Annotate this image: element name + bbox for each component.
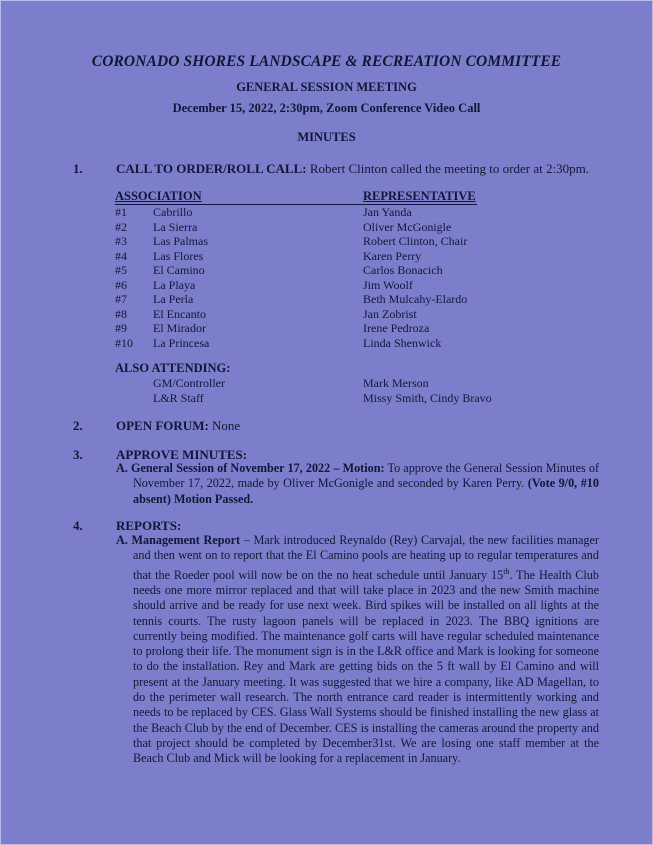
representative-name: Carlos Bonacich: [363, 263, 443, 277]
section-4-item-text-2: . The Health Club needs one more mirror replaced and that will take place in 2023 and the new Smith machine should arrive and be ready for use next week. Bird spikes will be installed on all lights at the tennis courts. The rusty lagoon panels will be replaced in 2023. The BBQ ignitions are currently being modified. The maintenance golf carts will have regular scheduled maintenance to prolong their life. The monument sign is in the L&R office and Mark is looking for someone to do the installation. Rey and Mark are getting bids on the 5 ft wall by El Camino and will present at the January meeting. It was suggested that we hire a company, like AD Magellan, to do the perimeter wall research. The north entrance card reader is intermittently working and needs to be replaced by CES. Glass Wall Systems should be finished installing the new glass at the Beach Club by the end of December. CES is installing the cameras around the property and that project should be completed by December31st. We are losing one staff member at the Beach Club and Mick will be looking for a replacement in January.: [133, 567, 599, 766]
roll-call-row: [115, 249, 535, 264]
roll-call-row: [115, 307, 535, 322]
section-1-heading: CALL TO ORDER/ROLL CALL:: [116, 161, 307, 176]
roll-call-row: [115, 336, 535, 351]
section-4-number: 4.: [73, 518, 83, 533]
section-3-item-a: [116, 461, 599, 507]
attendee-role: GM/Controller: [153, 376, 225, 390]
roll-call-row: [115, 263, 535, 278]
also-attending-heading: ALSO ATTENDING:: [115, 361, 231, 375]
section-2-text: None: [208, 418, 241, 433]
association-number: #10: [115, 335, 133, 350]
association-number: #7: [115, 292, 127, 306]
section-1-line: [116, 161, 589, 177]
section-4-item-a: [116, 533, 599, 767]
roll-call-row: [115, 278, 535, 293]
roll-call-row: [115, 292, 535, 307]
section-3-item-label: A. General Session of November 17, 2022 – Motion:: [116, 461, 385, 475]
association-number: #3: [115, 234, 127, 248]
representative-name: Karen Perry: [363, 248, 422, 263]
roll-call-row: [115, 205, 535, 220]
association-number: #1: [115, 205, 127, 219]
roll-call-row: [115, 220, 535, 235]
section-3-item-text: To approve the General Session Minutes of November 17, 2022, made by Oliver McGonigle and seconded by Karen Perry.: [133, 461, 600, 491]
representative-name: Jim Woolf: [363, 277, 413, 292]
meeting-date-line: December 15, 2022, 2:30pm, Zoom Conference Video Call: [172, 101, 481, 115]
section-4-item-label: A. Management Report: [116, 533, 241, 547]
association-name: El Mirador: [153, 321, 206, 335]
section-2-heading: OPEN FORUM:: [116, 418, 209, 433]
association-number: #9: [115, 321, 127, 335]
roll-call-row: [115, 234, 535, 249]
representative-name: Irene Pedroza: [363, 321, 430, 335]
association-name: La Sierra: [153, 219, 198, 234]
also-attending-row: [115, 376, 535, 391]
association-name: La Playa: [153, 277, 196, 292]
session-title: GENERAL SESSION MEETING: [236, 80, 417, 94]
section-2-number: 2.: [73, 418, 83, 433]
association-name: La Princesa: [153, 335, 210, 350]
association-number: #6: [115, 277, 127, 292]
representative-name: Oliver McGonigle: [363, 219, 452, 234]
section-3-item-result: (Vote 9/0, #10 absent) Motion Passed.: [133, 476, 599, 506]
association-number: #8: [115, 306, 127, 321]
section-4-heading: REPORTS:: [116, 518, 182, 533]
attendee-name: Mark Merson: [363, 376, 429, 390]
roll-call-header: [115, 189, 477, 205]
association-name: Cabrillo: [153, 205, 193, 219]
section-2-line: [116, 418, 240, 434]
representative-name: Jan Yanda: [363, 205, 412, 219]
representative-column-header: REPRESENTATIVE: [363, 189, 476, 203]
representative-name: Robert Clinton, Chair: [363, 234, 468, 248]
attendee-role: L&R Staff: [153, 390, 204, 405]
association-name: Las Palmas: [153, 234, 208, 248]
section-4-line: [116, 518, 181, 534]
representative-name: Linda Shenwick: [363, 335, 442, 350]
section-3-heading: APPROVE MINUTES:: [116, 447, 248, 462]
roll-call-rows: [115, 205, 535, 350]
section-4-item-text-1: – Mark introduced Reynaldo (Rey) Carvajal, the new facilities manager and then went on to report that the El Camino pools are heating up to regular temperatures and that the Roeder pool will now be on the no heat schedule until January 15: [133, 533, 599, 582]
section-3-number: 3.: [73, 447, 83, 462]
section-4-item-sup: th: [503, 566, 510, 576]
also-attending-rows: [115, 376, 535, 405]
association-name: El Camino: [153, 263, 205, 277]
also-attending-row: [115, 391, 535, 406]
also-attending: [115, 361, 535, 405]
minutes-heading: MINUTES: [297, 130, 356, 144]
association-name: Las Flores: [153, 248, 204, 263]
association-number: #2: [115, 219, 127, 234]
association-name: El Encanto: [153, 306, 206, 321]
representative-name: Beth Mulcahy-Elardo: [363, 292, 468, 306]
roll-call-table: [115, 189, 535, 350]
section-1-text: Robert Clinton called the meeting to order at 2:30pm.: [306, 161, 589, 176]
section-1-number: 1.: [73, 161, 83, 176]
association-number: #5: [115, 263, 127, 277]
attendee-name: Missy Smith, Cindy Bravo: [363, 390, 492, 405]
committee-title: CORONADO SHORES LANDSCAPE & RECREATION COMMITTEE: [91, 53, 562, 70]
representative-name: Jan Zobrist: [363, 306, 417, 321]
association-column-header: ASSOCIATION: [115, 189, 202, 203]
association-number: #4: [115, 248, 127, 263]
association-name: La Perla: [153, 292, 194, 306]
roll-call-row: [115, 321, 535, 336]
